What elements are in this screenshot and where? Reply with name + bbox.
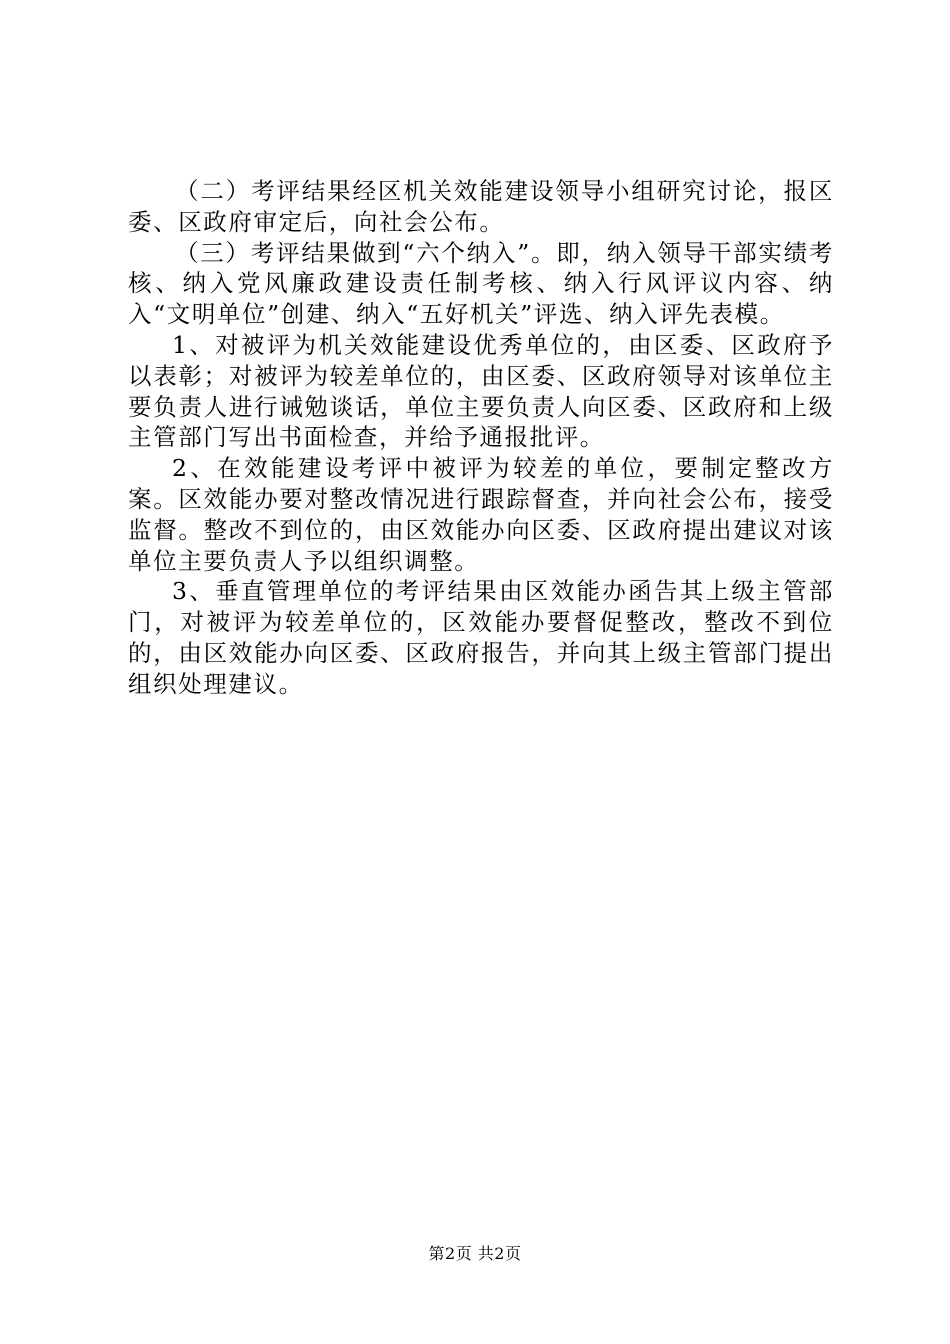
paragraph-item-1: 1、对被评为机关效能建设优秀单位的，由区委、区政府予以表彰；对被评为较差单位的，由区委、区政府领导对该单位主要负责人进行诫勉谈话，单位主要负责人向区委、区政府和上级主管部门写出书面检查，并给予通报批评。	[128, 330, 834, 452]
page-footer: 第2页 共2页	[428, 1244, 522, 1263]
paragraph-section-3: （三）考评结果做到“六个纳入”。即，纳入领导干部实绩考核、纳入党风廉政建设责任制考核、纳入行风评议内容、纳入“文明单位”创建、纳入“五好机关”评选、纳入评先表模。	[128, 238, 834, 329]
paragraph-item-3: 3、垂直管理单位的考评结果由区效能办函告其上级主管部门，对被评为较差单位的，区效能办要督促整改，整改不到位的，由区效能办向区委、区政府报告，并向其上级主管部门提出组织处理建议。	[128, 577, 834, 698]
document-body	[128, 176, 834, 700]
paragraph-item-2: 2、在效能建设考评中被评为较差的单位，要制定整改方案。区效能办要对整改情况进行跟踪督查，并向社会公布，接受监督。整改不到位的，由区效能办向区委、区政府提出建议对该单位主要负责人予以组织调整。	[128, 454, 834, 575]
paragraph-section-2: （二）考评结果经区机关效能建设领导小组研究讨论，报区委、区政府审定后，向社会公布。	[128, 177, 834, 236]
